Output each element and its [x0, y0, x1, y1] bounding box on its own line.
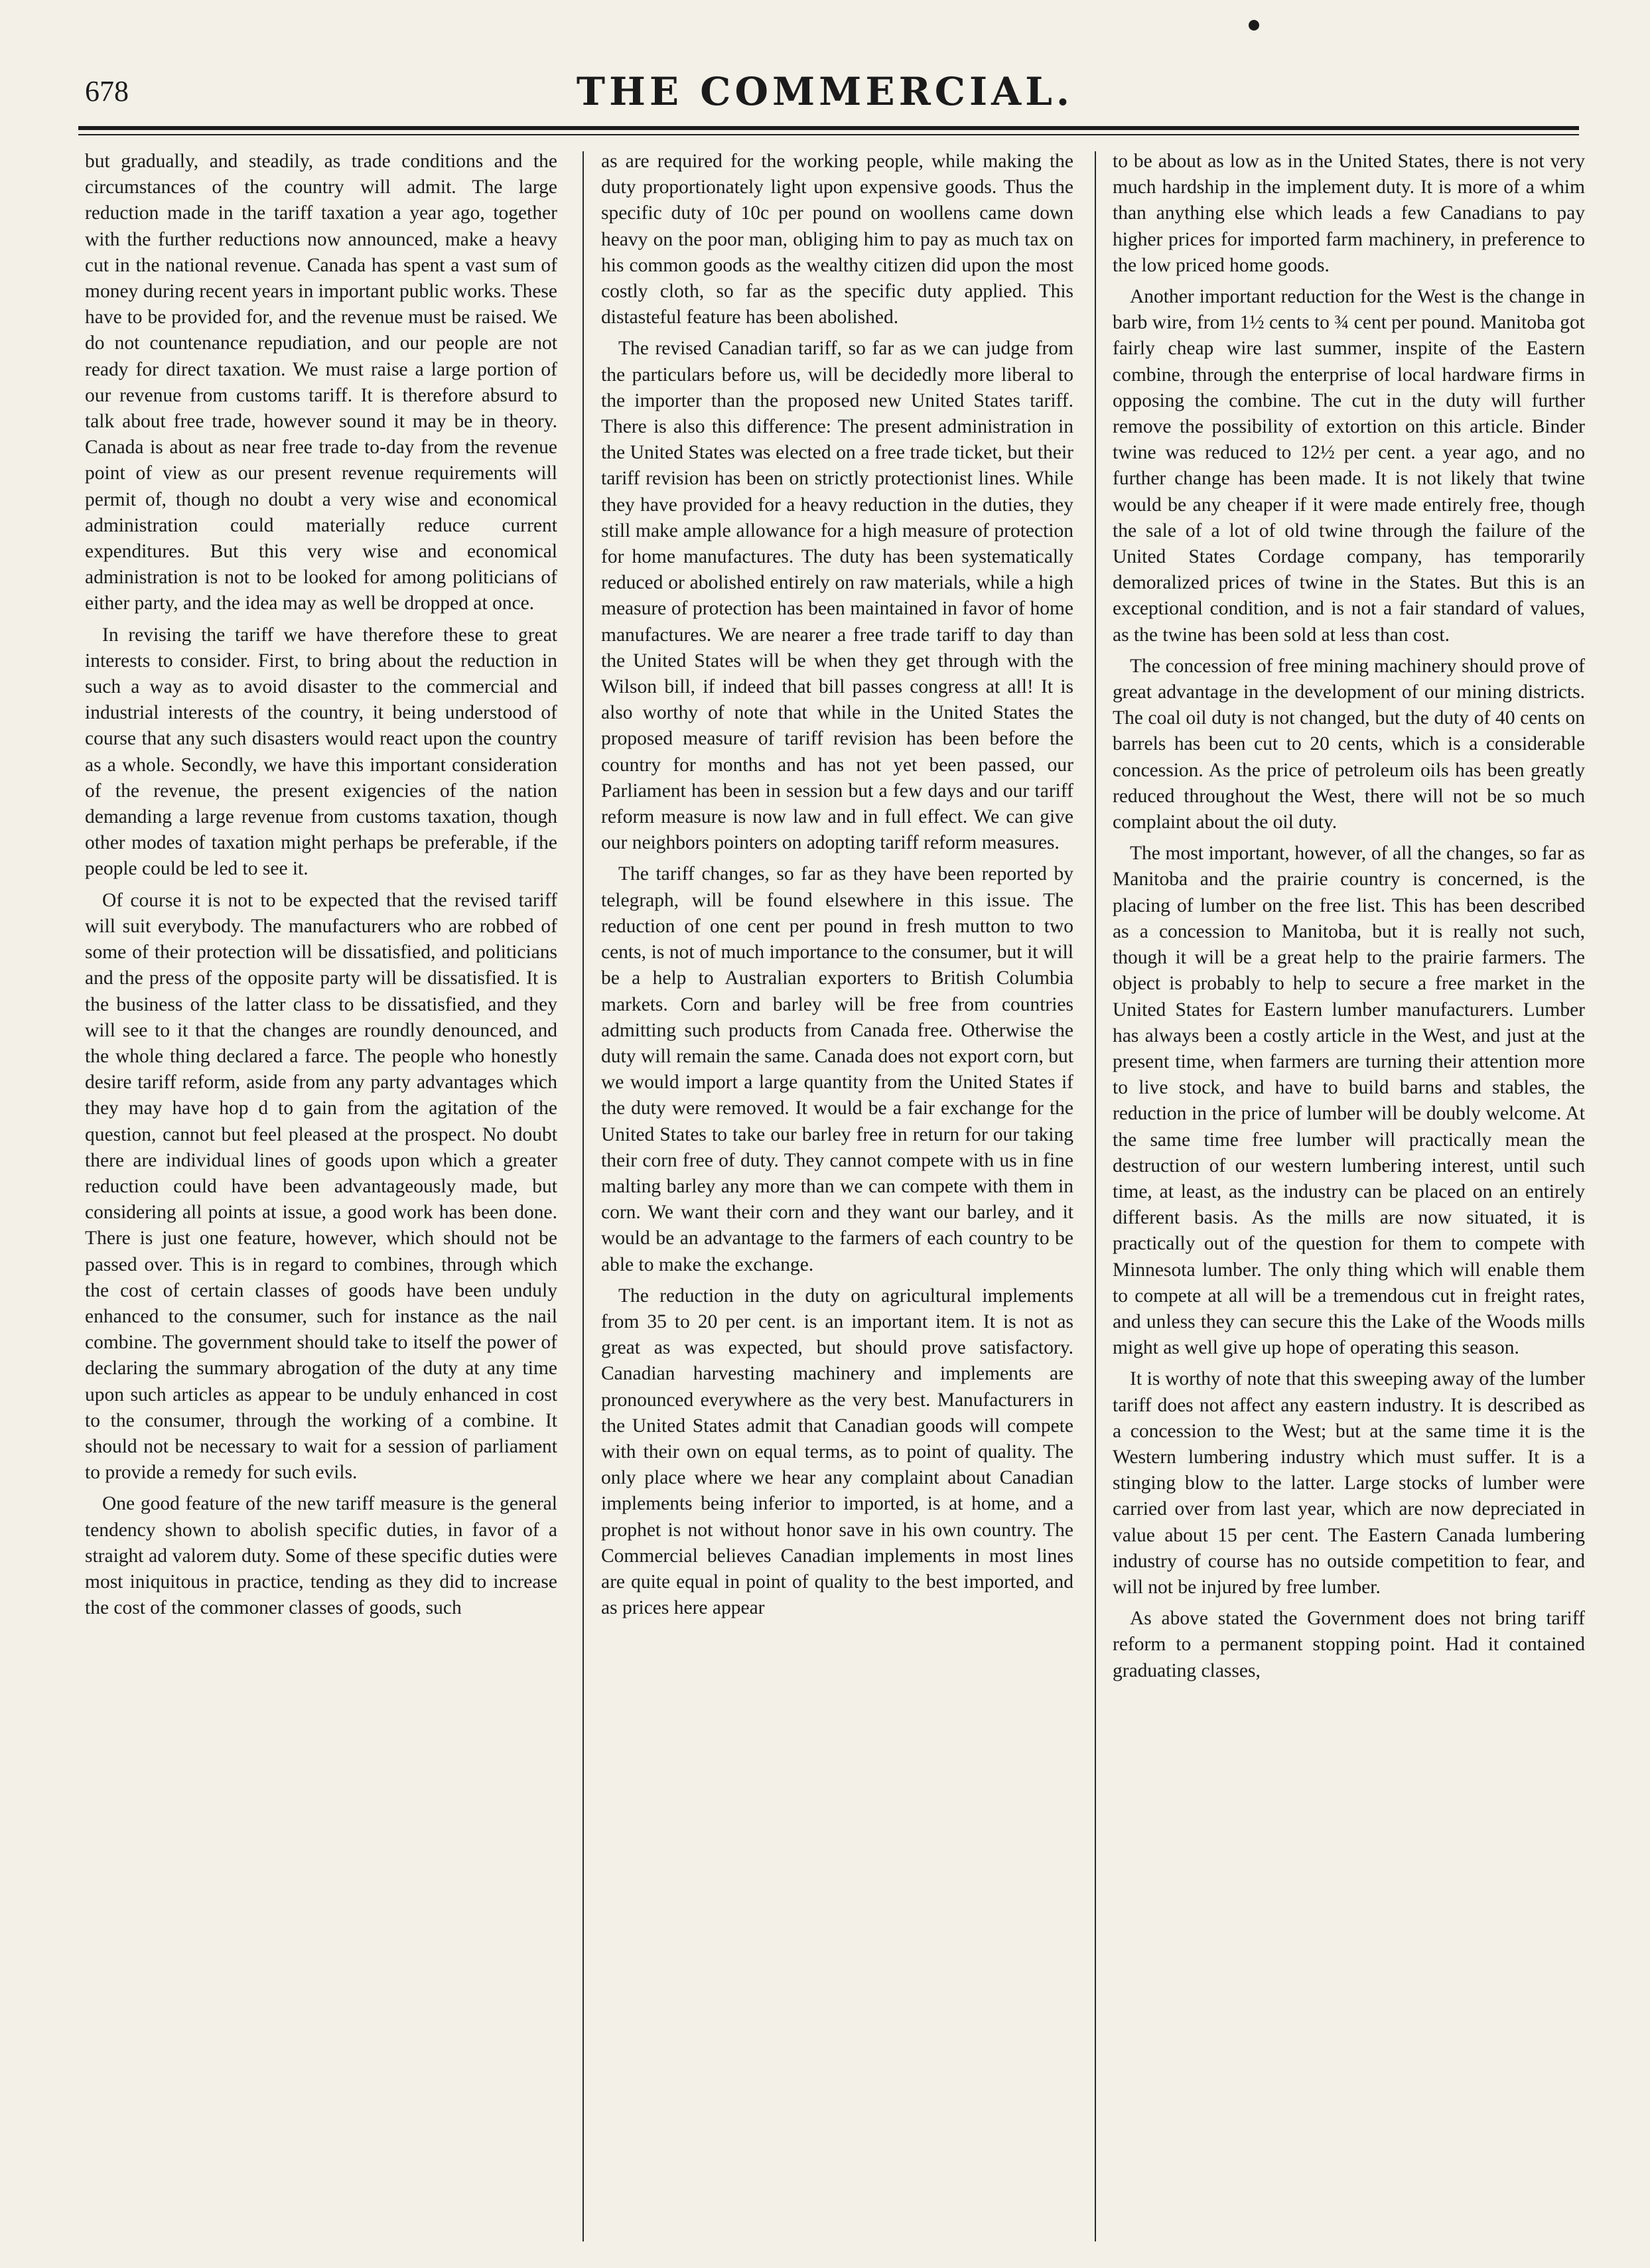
paragraph: Another important reduction for the West is the change in barb wire, from 1½ cents to ¾ cent per pound. Manitoba got fairly cheap wire last summer, inspite of the Eastern combine, through the enterprise of local hardware firms in opposing the combine. The cut in the duty will further remove the possibility of extortion on this article. Binder twine was reduced to 12½ per cent. a year ago, and no further change has been made. It is not likely that twine would be any cheaper if it were made entirely free, though the sale of a lot of old twine through the failure of the United States Cordage company, has temporarily demoralized prices of twine in the States. But this is an exceptional condition, and is not a fair standard of values, as the twine has been sold at less than cost.: [1113, 286, 1585, 646]
column-divider: [1095, 151, 1096, 2241]
header-rule-thin: [78, 134, 1579, 135]
paragraph: Of course it is not to be expected that the revised tariff will suit everybody. The manufacturers who are robbed of some of their protection will be dissatisfied, and politicians and the press of the opposite party will be dissatisfied. It is the business of the latter class to be dissatisfied, and they will see to it that the changes are roundly denounced, and the whole thing declared a farce. The people who honestly desire tariff reform, aside from any party advantages which they may have hop d to gain from the agitation of the question, cannot but feel pleased at the prospect. No doubt there are individual lines of goods upon which a greater reduction could have been advantageously made, but considering all points at issue, a good work has been done. There is just one feature, however, which should not be passed over. This is in regard to combines, through which the cost of certain classes of goods have been unduly enhanced to the consumer, such for instance as the nail combine. The government should take to itself the power of declaring the summary abrogation of the duty at any time upon such articles as appear to be unduly enhanced in cost to the consumer, through the working of a combine. It should not be necessary to wait for a session of parliament to provide a remedy for such evils.: [85, 889, 557, 1484]
paragraph: It is worthy of note that this sweeping away of the lumber tariff does not affect any eastern industry. It is described as a concession to the West; but at the same time it is the Western lumbering industry which must suffer. It is a stinging blow to the latter. Large stocks of lumber were carried over from last year, which are now depreciated in value about 15 per cent. The Eastern Canada lumbering industry of course has no outside competition to fear, and will not be injured by free lumber.: [1113, 1368, 1585, 1598]
paragraph: as are required for the working people, while making the duty proportionately light upon expensive goods. Thus the specific duty of 10c per pound on woollens came down heavy on the poor man, obliging him to pay as much tax on his common goods as the wealthy citizen did upon the most costly cloth, so far as the specific duty applied. This distasteful feature has been abolished.: [601, 151, 1073, 328]
paragraph: As above stated the Government does not bring tariff reform to a permanent stopping point. Had it contained graduating classes,: [1113, 1608, 1585, 1681]
text-column-1: [85, 149, 557, 2239]
paragraph: to be about as low as in the United States, there is not very much hardship in the implement duty. It is more of a whim than anything else which leads a few Canadians to pay higher prices for imported farm machinery, in preference to the low priced home goods.: [1113, 151, 1585, 276]
paragraph: The reduction in the duty on agricultural implements from 35 to 20 per cent. is an important item. It is not as great as was expected, but should prove satisfactory. Canadian harvesting machinery and implements are pronounced everywhere as the very best. Manufacturers in the United States admit that Canadian goods will compete with their own on equal terms, as to point of quality. The only place where we hear any complaint about Canadian implements being inferior to imported, is at home, and a prophet is not without honor save in his own country. The Commercial believes Canadian implements in most lines are quite equal in point of quality to the best imported, and as prices here appear: [601, 1285, 1073, 1619]
text-column-3: [1113, 149, 1585, 2239]
page-number: 678: [85, 75, 129, 107]
paragraph: The tariff changes, so far as they have been reported by telegraph, will be found elsewhere in this issue. The reduction of one cent per pound in fresh mutton to two cents, is not of much importance to the consumer, but it will be a help to Australian exporters to British Columbia markets. Corn and barley will be free from countries admitting such products from Canada free. Otherwise the duty will remain the same. Canada does not export corn, but we would import a large quantity from the United States if the duty were removed. It would be a fair exchange for the United States to take our barley free in return for our taking their corn free of duty. They cannot compete with us in fine malting barley any more than we can compete with them in corn. We want their corn and they want our barley, and it would be an advantage to the farmers of each country to be able to make the exchange.: [601, 863, 1073, 1275]
paragraph: In revising the tariff we have therefore these to great interests to consider. First, to bring about the reduction in such a way as to avoid disaster to the commercial and industrial interests of the country, it being understood of course that any such disasters would react upon the country as a whole. Secondly, we have this important consideration of the revenue, the present exigencies of the nation demanding a large revenue from customs taxation, though other modes of taxation might perhaps be preferable, if the people could be led to see it.: [85, 624, 557, 880]
paragraph: but gradually, and steadily, as trade conditions and the circumstances of the country will admit. The large reduction made in the tariff taxation a year ago, together with the further reductions now announced, make a heavy cut in the national revenue. Canada has spent a vast sum of money during recent years in important public works. These have to be provided for, and the revenue must be raised. We do not countenance repudiation, and our people are not ready for direct taxation. We must raise a large portion of our revenue from customs tariff. It is therefore absurd to talk about free trade, however sound it may be in theory. Canada is about as near free trade to-day from the revenue point of view as our present revenue requirements will permit of, though no doubt a very wise and economical administration could materially reduce current expenditures. But this very wise and economical administration is not to be looked for among politicians of either party, and the idea may as well be dropped at once.: [85, 151, 557, 614]
paragraph: One good feature of the new tariff measure is the general tendency shown to abolish specific duties, in favor of a straight ad valorem duty. Some of these specific duties were most iniquitous in practice, tending as they did to increase the cost of the commoner classes of goods, such: [85, 1493, 557, 1619]
paragraph: The revised Canadian tariff, so far as we can judge from the particulars before us, will be decidedly more liberal to the importer than the proposed new United States tariff. There is also this difference: The present administration in the United States was elected on a free trade ticket, but their tariff revision has been on strictly protectionist lines. While they have provided for a heavy reduction in the duties, they still make ample allowance for a high measure of protection for home manufactures. The duty has been systematically reduced or abolished entirely on raw materials, while a high measure of protection has been maintained in favor of home manufactures. We are nearer a free trade tariff to day than the United States will be when they get through with the Wilson bill, if indeed that bill passes congress at all! It is also worthy of note that while in the United States the proposed measure of tariff revision has been before the country for months and has not yet been passed, our Parliament has been in session but a few days and our tariff reform measure is now law and in full effect. We can give our neighbors pointers on adopting tariff reform measures.: [601, 338, 1073, 854]
text-column-2: [601, 149, 1073, 2239]
ink-speck: [1249, 20, 1259, 31]
publication-masthead: THE COMMERCIAL.: [576, 69, 1074, 114]
paragraph: The most important, however, of all the changes, so far as Manitoba and the prairie country is concerned, is the placing of lumber on the free list. This has been described as a concession to Manitoba, but it is really not such, though it will be a great help to the prairie farmers. The object is probably to help to secure a free market in the United States for Eastern lumber manufacturers. Lumber has always been a costly article in the West, and just at the present time, when farmers are turning their attention more to live stock, and have to build barns and stables, the reduction in the price of lumber will be doubly welcome. At the same time free lumber will practically mean the destruction of our western lumbering interest, until such time, at least, as the industry can be placed on an entirely different basis. As the mills are now situated, it is practically out of the question for them to compete with Minnesota lumber. The only thing which will enable them to compete at all will be a tremendous cut in freight rates, and unless they can secure this the Lake of the Woods mills might as well give up hope of operating this season.: [1113, 843, 1585, 1359]
column-divider: [583, 151, 584, 2241]
header-rule-thick: [78, 126, 1579, 130]
paragraph: The concession of free mining machinery should prove of great advantage in the development of our mining districts. The coal oil duty is not changed, but the duty of 40 cents on barrels has been cut to 20 cents, which is a considerable concession. As the price of petroleum oils has been greatly reduced throughout the West, there will not be so much complaint about the oil duty.: [1113, 655, 1585, 833]
